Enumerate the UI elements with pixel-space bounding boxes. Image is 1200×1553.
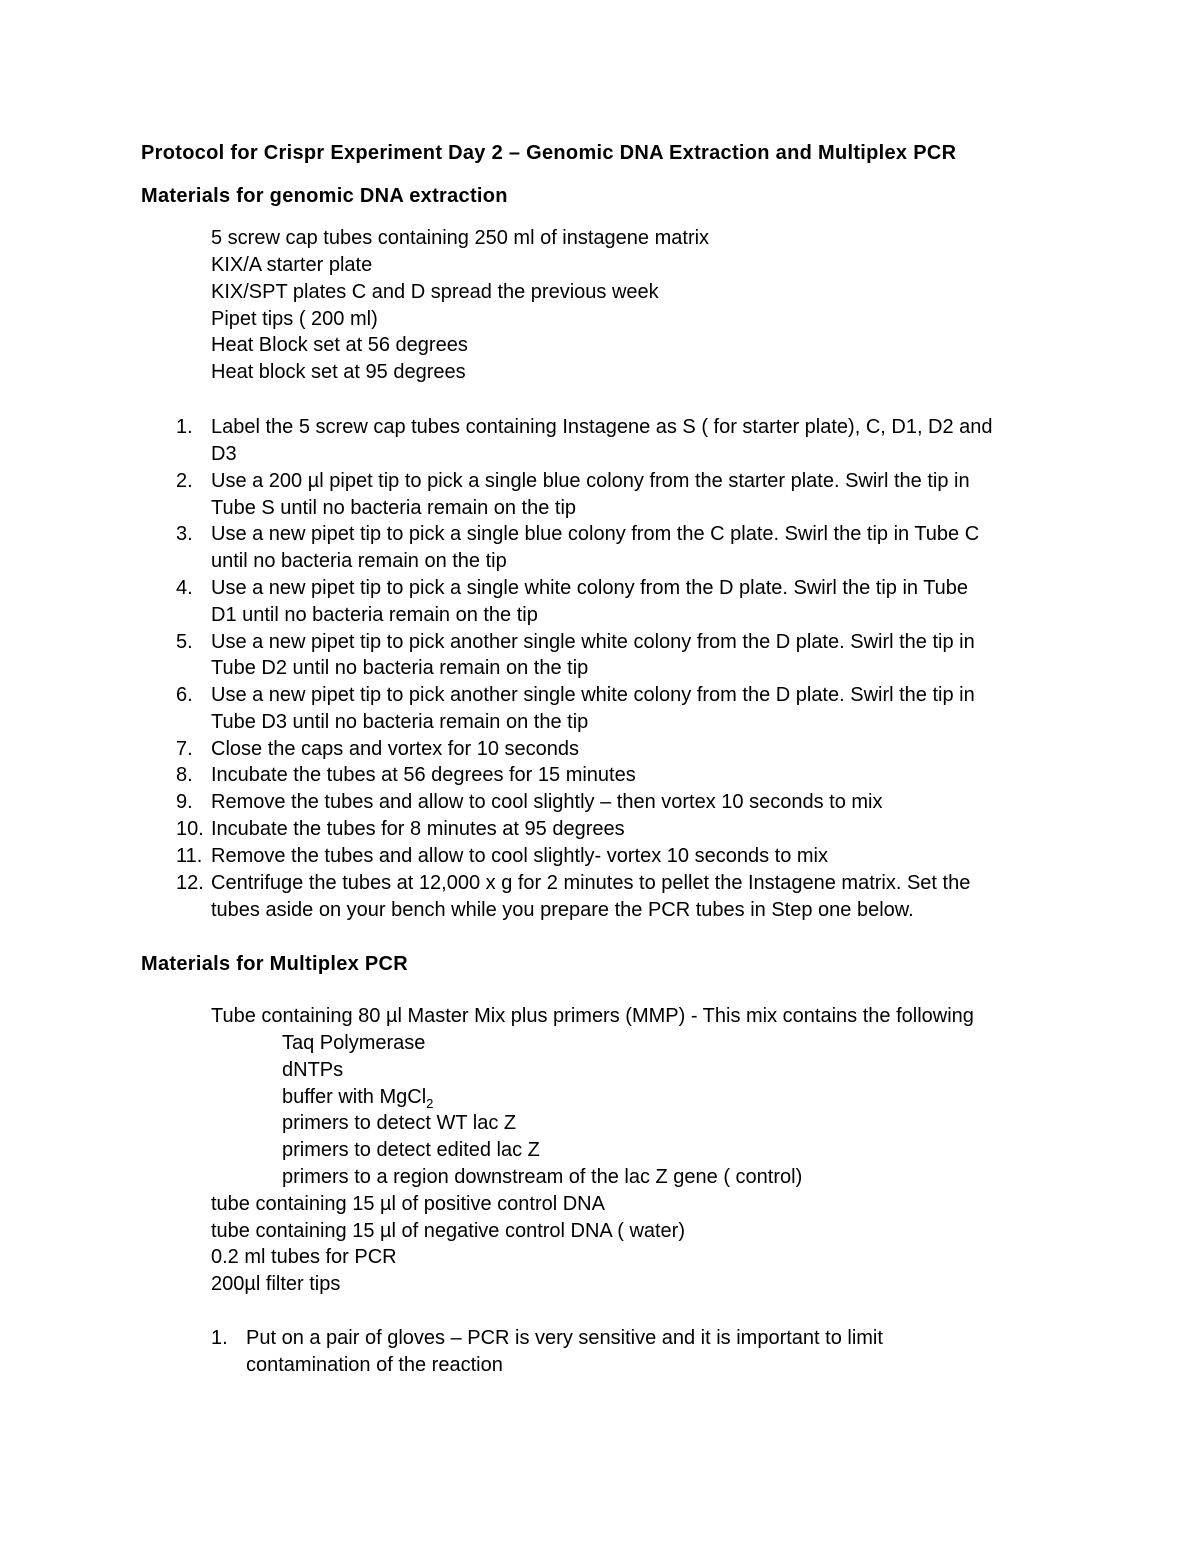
extraction-material-item: KIX/A starter plate — [211, 254, 373, 276]
step-text: Remove the tubes and allow to cool slightly – then vortex 10 seconds to mix — [211, 791, 883, 813]
document-title: Protocol for Crispr Experiment Day 2 – Genomic DNA Extraction and Multiplex PCR — [141, 142, 957, 164]
step-number: 1. — [211, 1327, 228, 1349]
step-text: Incubate the tubes for 8 minutes at 95 degrees — [211, 818, 625, 840]
step-text: Close the caps and vortex for 10 seconds — [211, 738, 579, 760]
step-number: 7. — [176, 738, 193, 760]
extraction-material-item: 5 screw cap tubes containing 250 ml of instagene matrix — [211, 227, 710, 249]
step-number: 12. — [176, 872, 204, 894]
extraction-material-item: Heat block set at 95 degrees — [211, 361, 466, 383]
step-number: 3. — [176, 523, 193, 545]
extraction-materials-heading: Materials for genomic DNA extraction — [141, 185, 508, 207]
pcr-material-item: tube containing 15 µl of negative control DNA ( water) — [211, 1220, 686, 1242]
step-text: Use a new pipet tip to pick a single white colony from the D plate. Swirl the tip in Tube — [211, 577, 969, 599]
mix-component: primers to detect edited lac Z — [282, 1139, 540, 1161]
step-text: contamination of the reaction — [246, 1354, 503, 1376]
step-number: 11. — [176, 845, 203, 867]
step-text: Tube D2 until no bacteria remain on the tip — [211, 657, 589, 679]
step-number: 1. — [176, 416, 193, 438]
extraction-material-item: KIX/SPT plates C and D spread the previous week — [211, 281, 659, 303]
pcr-material-item: 0.2 ml tubes for PCR — [211, 1246, 397, 1268]
step-number: 5. — [176, 631, 193, 653]
pcr-material-item: 200µl filter tips — [211, 1273, 341, 1295]
step-number: 4. — [176, 577, 193, 599]
step-text: Use a 200 µl pipet tip to pick a single blue colony from the starter plate. Swirl the tip in — [211, 470, 970, 492]
step-text: Tube S until no bacteria remain on the tip — [211, 497, 577, 519]
step-number: 10. — [176, 818, 204, 840]
mix-component: Taq Polymerase — [282, 1032, 426, 1054]
mix-component: primers to detect WT lac Z — [282, 1112, 517, 1134]
mix-component: primers to a region downstream of the lac Z gene ( control) — [282, 1166, 803, 1188]
step-text: until no bacteria remain on the tip — [211, 550, 507, 572]
step-number: 6. — [176, 684, 193, 706]
step-text: Centrifuge the tubes at 12,000 x g for 2 minutes to pellet the Instagene matrix. Set the — [211, 872, 971, 894]
pcr-material-item: tube containing 15 µl of positive control DNA — [211, 1193, 605, 1215]
step-text: Use a new pipet tip to pick a single blue colony from the C plate. Swirl the tip in Tube C — [211, 523, 980, 545]
step-text: Incubate the tubes at 56 degrees for 15 minutes — [211, 764, 636, 786]
step-text: D1 until no bacteria remain on the tip — [211, 604, 538, 626]
mix-component-text: buffer with MgCl — [282, 1086, 427, 1108]
subscript-2: 2 — [426, 1096, 434, 1111]
step-text: Remove the tubes and allow to cool slightly- vortex 10 seconds to mix — [211, 845, 828, 867]
mix-component-mgcl — [282, 1084, 433, 1111]
step-text: tubes aside on your bench while you prepare the PCR tubes in Step one below. — [211, 899, 914, 921]
step-number: 9. — [176, 791, 193, 813]
pcr-materials-heading: Materials for Multiplex PCR — [141, 953, 409, 975]
step-number: 8. — [176, 764, 193, 786]
step-text: Use a new pipet tip to pick another single white colony from the D plate. Swirl the tip in — [211, 684, 975, 706]
step-text: D3 — [211, 443, 237, 465]
step-text: Label the 5 screw cap tubes containing Instagene as S ( for starter plate), C, D1, D2 and — [211, 416, 993, 438]
mix-component: dNTPs — [282, 1059, 344, 1081]
pcr-mix-line: Tube containing 80 µl Master Mix plus primers (MMP) - This mix contains the following — [211, 1005, 974, 1027]
extraction-material-item: Pipet tips ( 200 ml) — [211, 308, 378, 330]
step-text: Tube D3 until no bacteria remain on the tip — [211, 711, 589, 733]
step-number: 2. — [176, 470, 193, 492]
step-text: Use a new pipet tip to pick another single white colony from the D plate. Swirl the tip in — [211, 631, 975, 653]
step-text: Put on a pair of gloves – PCR is very sensitive and it is important to limit — [246, 1327, 883, 1349]
extraction-material-item: Heat Block set at 56 degrees — [211, 334, 468, 356]
